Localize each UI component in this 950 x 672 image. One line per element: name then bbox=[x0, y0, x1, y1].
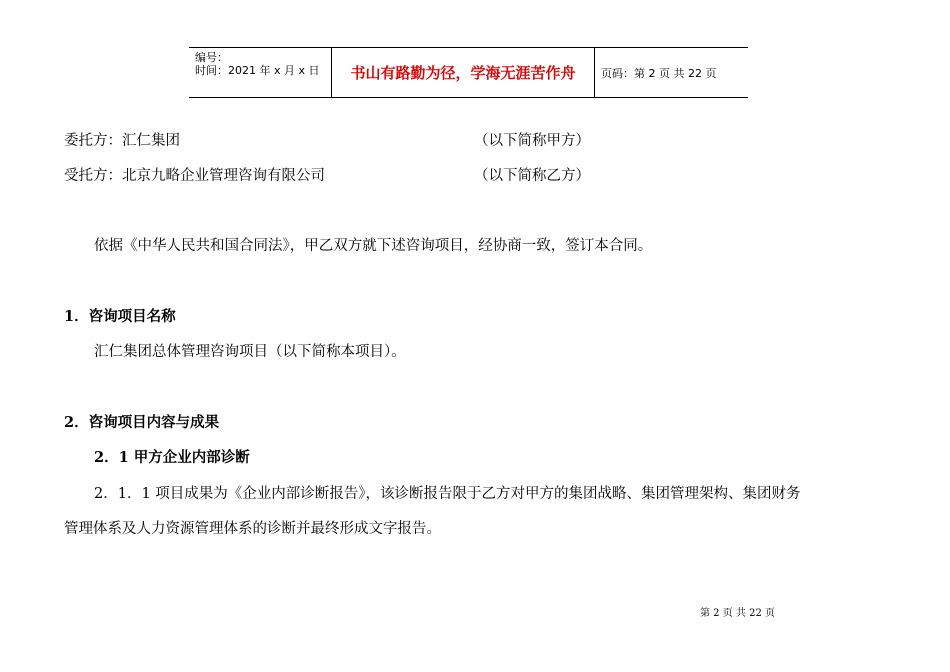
header-meta-cell bbox=[189, 48, 332, 97]
document-number-label: 编号： bbox=[195, 51, 228, 64]
section-1-body: 汇仁集团总体管理咨询项目（以下简称本项目）。 bbox=[94, 344, 406, 360]
header-page-label: 页码：第 2 页 共 22 页 bbox=[601, 66, 717, 80]
section-2-1-1-line-2: 管理体系及人力资源管理体系的诊断并最终形成文字报告。 bbox=[64, 521, 441, 537]
contractor-party: 受托方：北京九略企业管理咨询有限公司 bbox=[64, 168, 325, 184]
section-2-1-heading: 2．1 甲方企业内部诊断 bbox=[94, 449, 250, 466]
document-header bbox=[189, 47, 748, 98]
section-2-heading: 2．咨询项目内容与成果 bbox=[64, 414, 220, 431]
contractor-party-note: （以下简称乙方） bbox=[474, 168, 590, 184]
section-2-1-1-line-1: 2．1．1 项目成果为《企业内部诊断报告》，该诊断报告限于乙方对甲方的集团战略、集团管理架构、集团财务 bbox=[94, 486, 801, 502]
intro-paragraph: 依据《中华人民共和国合同法》，甲乙双方就下述咨询项目，经协商一致，签订本合同。 bbox=[94, 238, 653, 254]
section-1-heading: 1．咨询项目名称 bbox=[64, 308, 176, 325]
client-party: 委托方：汇仁集团 bbox=[64, 133, 180, 149]
header-motto: 书山有路勤为径，学海无涯苦作舟 bbox=[332, 48, 595, 97]
page-footer: 第 2 页 共 22 页 bbox=[700, 608, 775, 619]
document-date-label: 时间：2021 年 x 月 x 日 bbox=[195, 64, 320, 77]
client-party-note: （以下简称甲方） bbox=[474, 133, 590, 149]
